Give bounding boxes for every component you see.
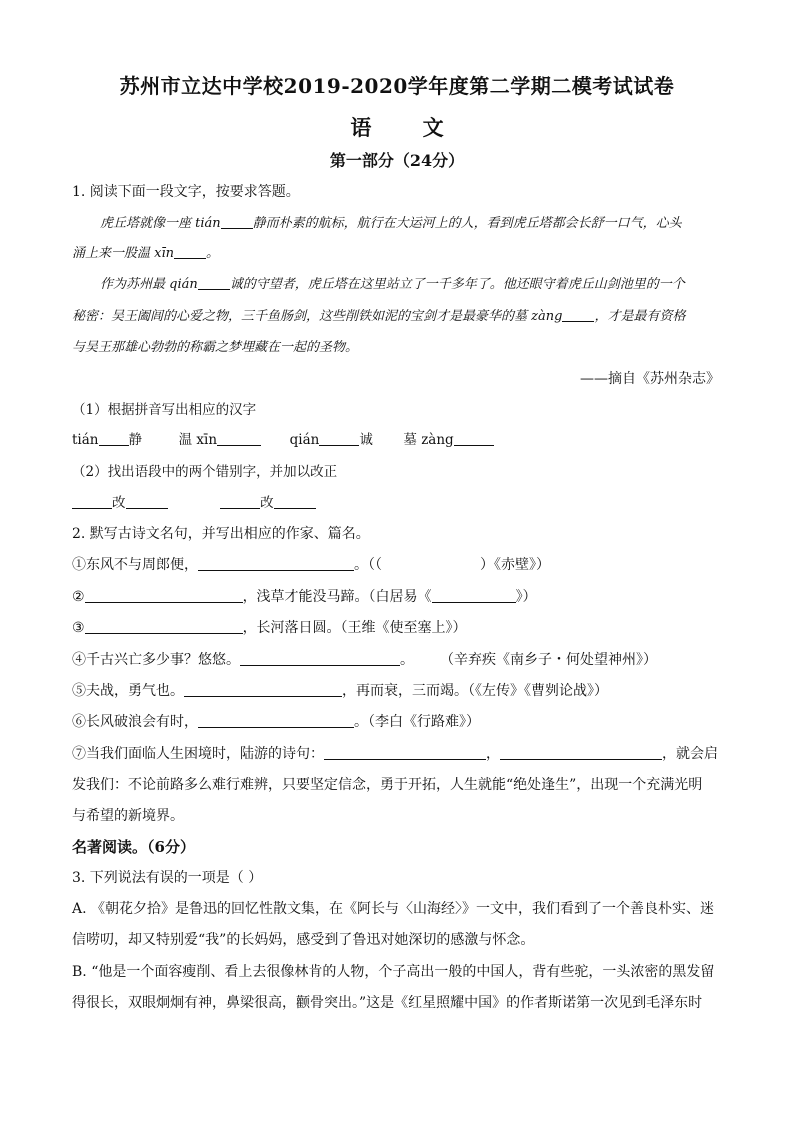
exam-title: 苏州市立达中学校2019-2020学年度第二学期二模考试试卷 bbox=[119, 74, 675, 98]
q1-passage-line2: 涌上来一股温 xīn 。 bbox=[72, 246, 220, 261]
poem-blank-3[interactable] bbox=[85, 619, 243, 634]
q3-option-a-line2: 信唠叨，却又特别爱“我”的长妈妈，感受到了鲁迅对她深切的感激与怀念。 bbox=[72, 932, 535, 948]
q2-line7-cont2: 与希望的新境界。 bbox=[72, 808, 184, 824]
qian-blank[interactable] bbox=[198, 275, 230, 290]
q1-sub1: （1）根据拼音写出相应的汉字 bbox=[72, 402, 257, 418]
q1-passage-line5: 与吴王那雄心勃勃的称霸之梦埋藏在一起的圣物。 bbox=[72, 340, 359, 355]
q3-option-b-line2: 得很长，双眼炯炯有神，鼻梁很高，颧骨突出。”这是《红星照耀中国》的作者斯诺第一次见到毛泽东时 bbox=[72, 995, 703, 1011]
q2-stem: 2. 默写古诗文名句，并写出相应的作家、篇名。 bbox=[72, 526, 370, 542]
q2-line1: ①东风不与周郎便， 。（（ ）《赤壁》） bbox=[72, 557, 550, 573]
poem-blank-1[interactable] bbox=[198, 556, 354, 571]
poem-blank-5[interactable] bbox=[184, 682, 342, 697]
q2-line7: ⑦当我们面临人生困境时，陆游的诗句： ， ，就会启 bbox=[72, 746, 718, 762]
q3-option-a-line1: A. 《朝花夕拾》是鲁迅的回忆性散文集，在《阿长与〈山海经〉》一文中，我们看到了一个善良朴实、迷 bbox=[72, 901, 715, 917]
answer-blank-qian[interactable] bbox=[319, 431, 359, 446]
q2-line5: ⑤夫战，勇气也。 ，再而衰，三而竭。（《左传》《曹刿论战》） bbox=[72, 683, 608, 699]
q1-passage-line1: 虎丘塔就像一座 tián 静而朴素的航标，航行在大运河上的人，看到虎丘塔都会长舒一口气，心头 bbox=[100, 216, 682, 231]
q2-line7-cont1: 发我们：不论前路多么难行难辨，只要坚定信念，勇于开拓，人生就能“绝处逢生”，出现一个充满光明 bbox=[72, 777, 703, 793]
poem-blank-6[interactable] bbox=[198, 713, 354, 728]
poem-title-blank[interactable] bbox=[432, 588, 516, 603]
answer-blank-tian[interactable] bbox=[99, 431, 129, 446]
answer-blank-zang[interactable] bbox=[454, 431, 494, 446]
correct-char-blank-2[interactable] bbox=[274, 494, 316, 509]
poem-blank-7b[interactable] bbox=[500, 745, 662, 760]
q1-stem: 1. 阅读下面一段文字，按要求答题。 bbox=[72, 184, 300, 200]
poem-blank-2[interactable] bbox=[85, 588, 243, 603]
q1-correction-row: 改 改 bbox=[72, 493, 316, 513]
part-title: 第一部分（24分） bbox=[329, 151, 465, 170]
q1-passage-line3: 作为苏州最 qián 诚的守望者，虎丘塔在这里站立了一千多年了。他还眼守着虎丘山剑池里的一个 bbox=[100, 277, 685, 292]
wrong-char-blank-1[interactable] bbox=[72, 494, 112, 509]
answer-blank-xin[interactable] bbox=[217, 431, 261, 446]
wrong-char-blank-2[interactable] bbox=[220, 494, 260, 509]
q1-pinyin-row: tián 静 温 xīn qián 诚 墓 zàng bbox=[72, 430, 494, 450]
section-title-classics: 名著阅读。（6分） bbox=[72, 838, 195, 856]
q1-sub2: （2）找出语段中的两个错别字，并加以改正 bbox=[72, 464, 338, 480]
correct-char-blank-1[interactable] bbox=[126, 494, 168, 509]
q1-source: ——摘自《苏州杂志》 bbox=[580, 371, 720, 387]
q3-option-b-line1: B. “他是一个面容瘦削、看上去很像林肯的人物，个子高出一般的中国人，背有些驼，一头浓密的黑发留 bbox=[72, 964, 715, 980]
q2-line2: ② ，浅草才能没马蹄。（白居易《 》） bbox=[72, 589, 537, 605]
poem-blank-7a[interactable] bbox=[324, 745, 486, 760]
q2-line3: ③ ，长河落日圆。（王维《使至塞上》） bbox=[72, 620, 467, 636]
q2-line4: ④千古兴亡多少事？悠悠。 。 （辛弃疾《南乡子・何处望神州》） bbox=[72, 652, 657, 668]
tian-blank[interactable] bbox=[221, 214, 253, 229]
zang-blank[interactable] bbox=[562, 307, 594, 322]
subject-title: 语 文 bbox=[350, 115, 466, 140]
q3-stem: 3. 下列说法有误的一项是（ ） bbox=[72, 870, 263, 886]
q1-passage-line4: 秘密：吴王阖闾的心爱之物，三千鱼肠剑，这些削铁如泥的宝剑才是最豪华的墓 zàng ，才是最有资格 bbox=[72, 309, 686, 324]
q2-line6: ⑥长风破浪会有时， 。（李白《行路难》） bbox=[72, 714, 480, 730]
xin-blank[interactable] bbox=[174, 244, 206, 259]
poem-blank-4[interactable] bbox=[240, 651, 400, 666]
